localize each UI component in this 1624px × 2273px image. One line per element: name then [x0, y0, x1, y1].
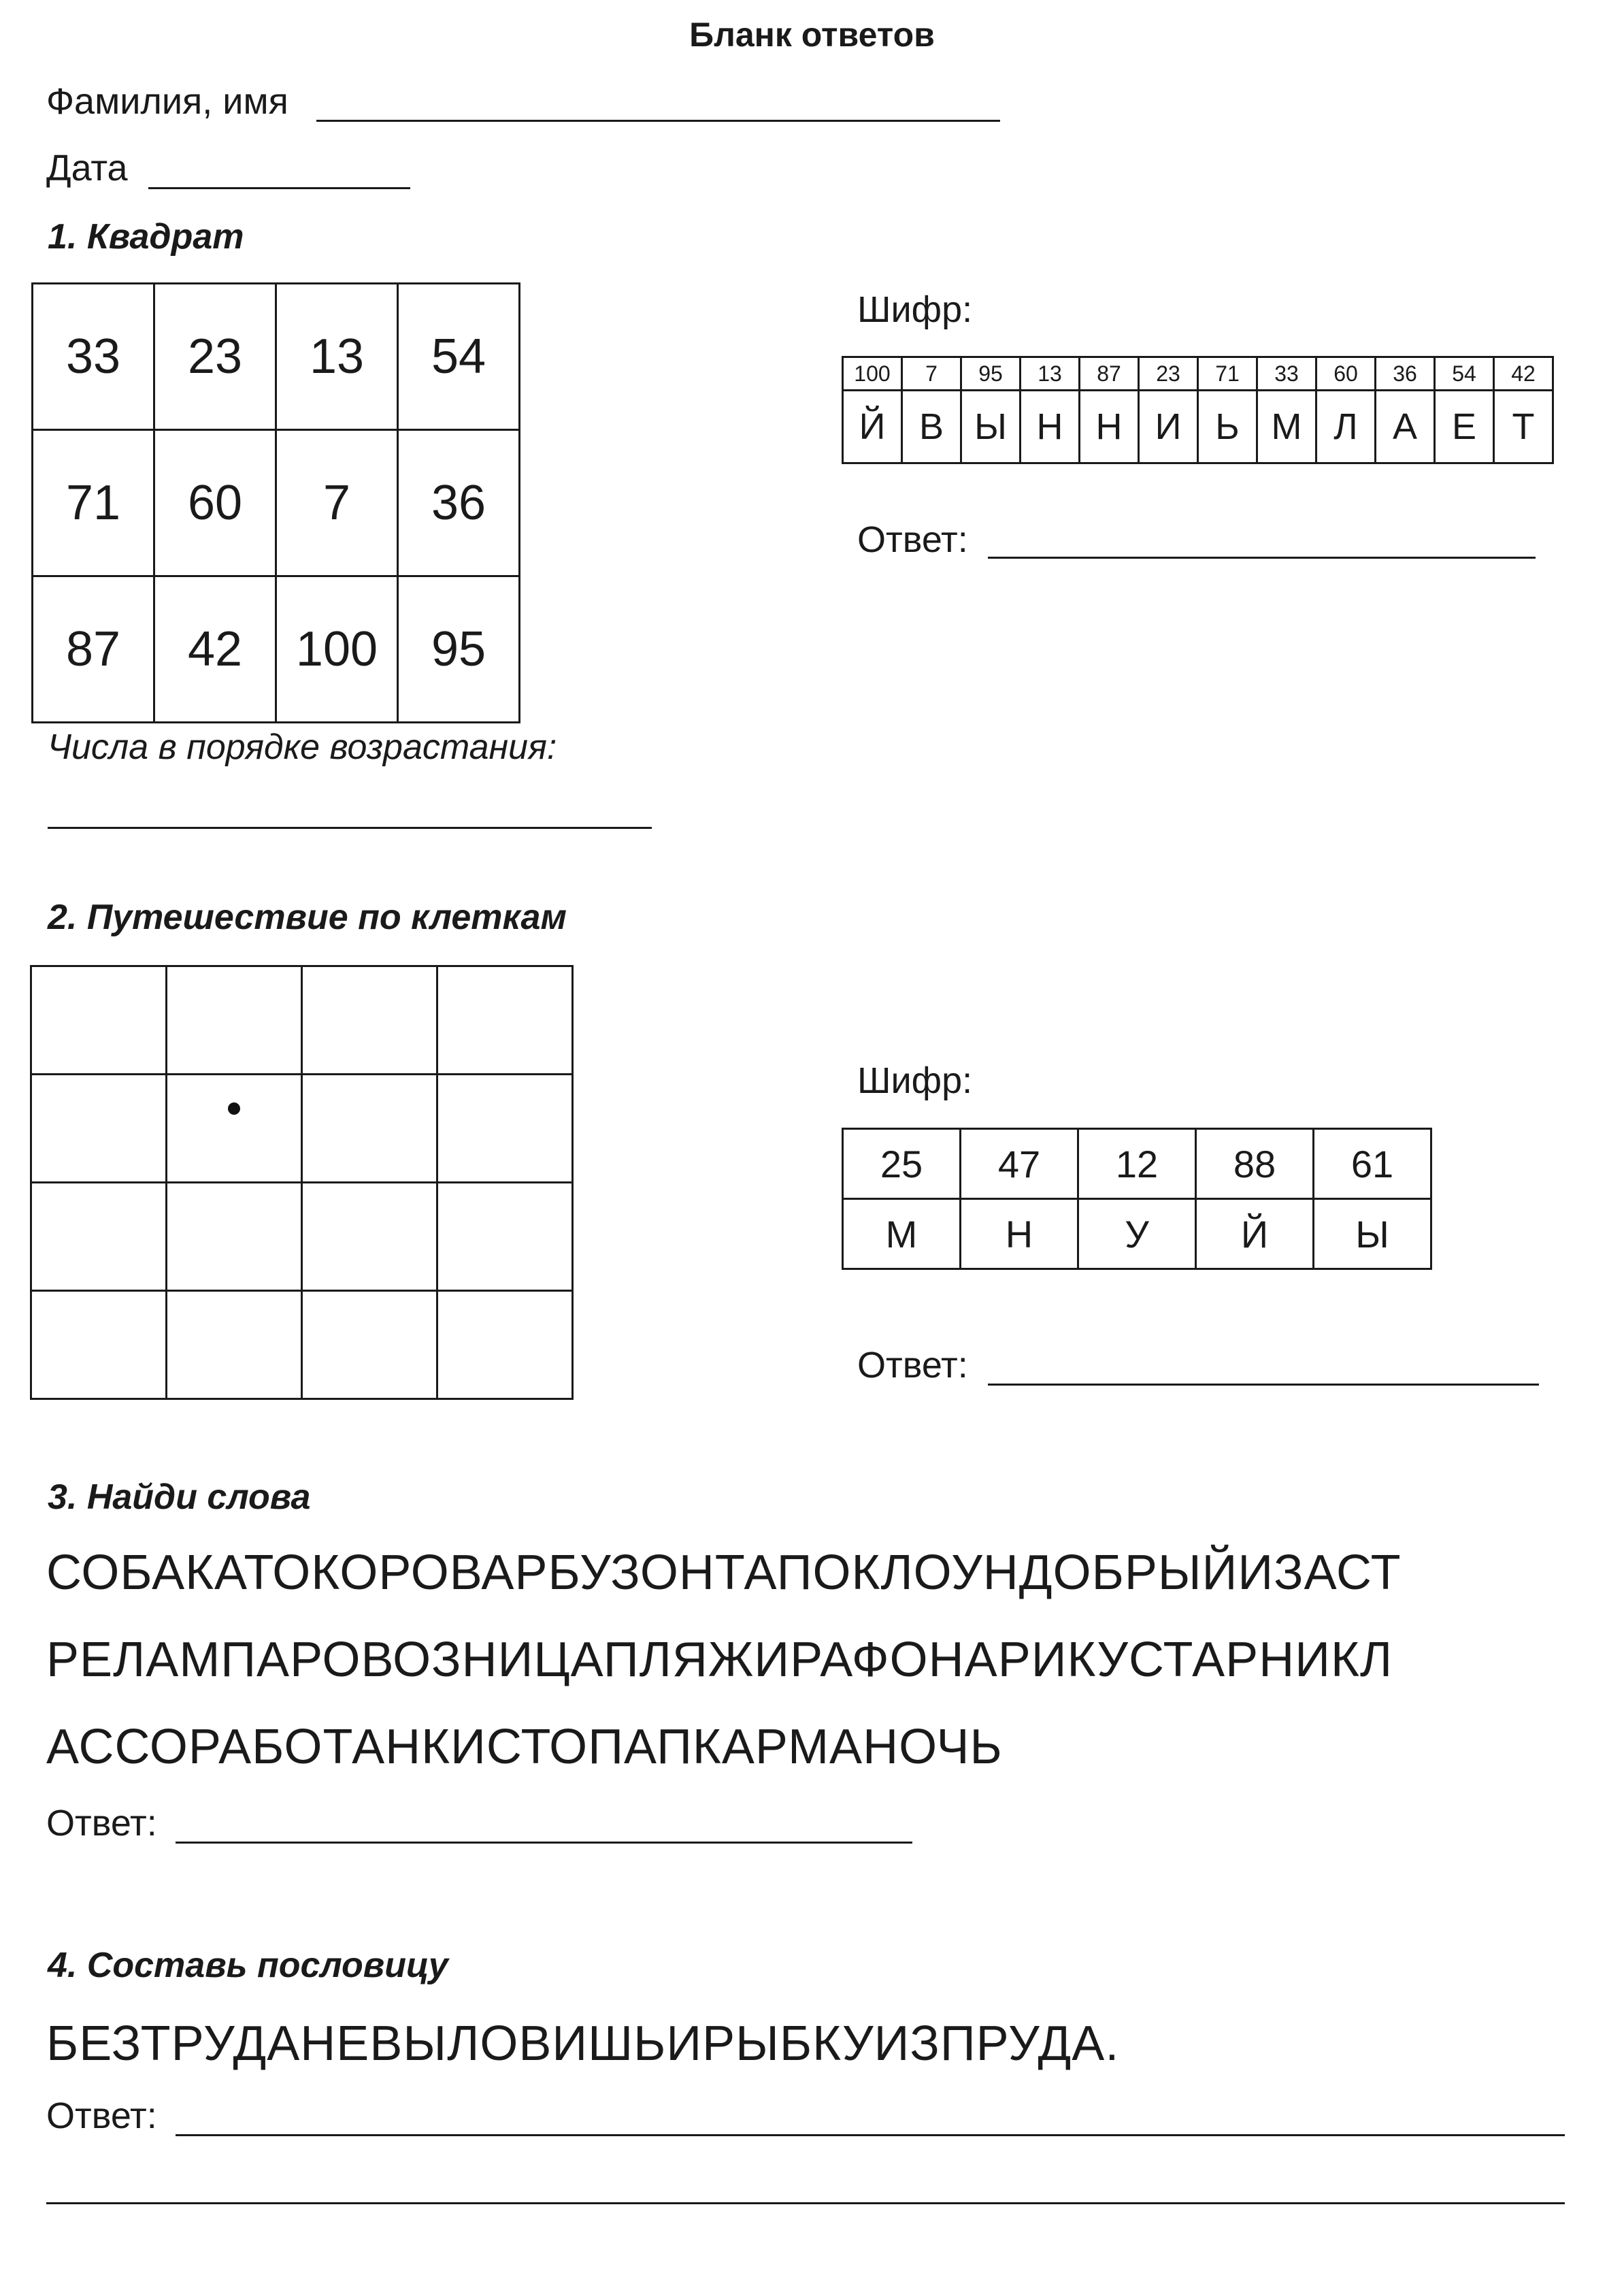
cipher1-number: 95	[961, 357, 1021, 391]
letters-line-1: СОБАКАТОКОРОВАРБУЗОНТАПОКЛОУНДОБРЫЙИЗАСТ	[46, 1546, 1402, 1600]
cipher2-letter: Ы	[1314, 1199, 1431, 1269]
cipher1-letter: А	[1376, 391, 1435, 463]
date-label: Дата	[46, 148, 128, 189]
cipher1-number: 42	[1494, 357, 1553, 391]
task2-heading: 2. Путешествие по клеткам	[48, 898, 567, 937]
square-cell: 95	[398, 576, 520, 723]
square-cell: 7	[276, 430, 398, 576]
letters-line-2: РЕЛАМПАРОВОЗНИЦАПЛЯЖИРАФОНАРИКУСТАРНИКЛ	[46, 1633, 1393, 1687]
square-cell: 33	[33, 284, 154, 430]
grid-cell	[302, 1291, 437, 1399]
cipher1-number: 23	[1139, 357, 1198, 391]
cipher2-label: Шифр:	[857, 1060, 973, 1101]
grid-cell	[167, 1075, 302, 1183]
square-cell: 54	[398, 284, 520, 430]
task2-answer-label: Ответ:	[857, 1345, 968, 1386]
task3-heading: 3. Найди слова	[48, 1477, 311, 1517]
grid-cell	[302, 966, 437, 1075]
cipher2-letter: Й	[1196, 1199, 1314, 1269]
letters-line-3: АССОРАБОТАНКИСТОПАПКАРМАНОЧЬ	[46, 1720, 1003, 1774]
square-cell: 23	[154, 284, 276, 430]
grid-cell	[31, 1291, 167, 1399]
cipher2-letter: Н	[961, 1199, 1078, 1269]
cipher1-letter: Т	[1494, 391, 1553, 463]
square-cell: 87	[33, 576, 154, 723]
grid-cell	[302, 1075, 437, 1183]
square-cell: 42	[154, 576, 276, 723]
grid-cell	[302, 1183, 437, 1291]
date-field[interactable]	[148, 187, 410, 189]
ascending-label: Числа в порядке возрастания:	[48, 727, 557, 767]
cipher1-table	[842, 356, 1554, 464]
square-cell: 100	[276, 576, 398, 723]
task4-answer-field-2[interactable]	[46, 2202, 1565, 2204]
grid-cell	[167, 966, 302, 1075]
grid-cell	[31, 1075, 167, 1183]
cipher2-letter: М	[843, 1199, 961, 1269]
task1-heading: 1. Квадрат	[48, 217, 244, 257]
cipher1-letter: Л	[1316, 391, 1376, 463]
task3-answer-label: Ответ:	[46, 1803, 157, 1844]
cipher1-letter: Ь	[1198, 391, 1257, 463]
task3-answer-field[interactable]	[176, 1842, 912, 1844]
cipher2-number: 25	[843, 1129, 961, 1199]
grid-cell	[31, 966, 167, 1075]
ascending-answer-field[interactable]	[48, 827, 652, 829]
cipher1-letter: Н	[1021, 391, 1080, 463]
task2-answer-field[interactable]	[988, 1384, 1539, 1386]
cipher1-number: 7	[902, 357, 961, 391]
name-field[interactable]	[316, 120, 1000, 122]
cipher2-number: 61	[1314, 1129, 1431, 1199]
task4-answer-field[interactable]	[176, 2134, 1565, 2136]
number-square	[31, 282, 520, 723]
cipher1-number: 71	[1198, 357, 1257, 391]
cipher1-number: 60	[1316, 357, 1376, 391]
grid-cell	[437, 966, 573, 1075]
name-label: Фамилия, имя	[46, 81, 288, 122]
task1-answer-field[interactable]	[988, 557, 1536, 559]
cipher1-letter: В	[902, 391, 961, 463]
square-cell: 60	[154, 430, 276, 576]
cipher1-number: 33	[1257, 357, 1316, 391]
cipher1-letter: Е	[1435, 391, 1494, 463]
cipher1-letter: Й	[843, 391, 902, 463]
cipher2-number: 88	[1196, 1129, 1314, 1199]
task1-answer-label: Ответ:	[857, 519, 968, 560]
square-cell: 71	[33, 430, 154, 576]
cipher1-letter: Н	[1080, 391, 1139, 463]
cipher1-letter: М	[1257, 391, 1316, 463]
cipher1-letter: И	[1139, 391, 1198, 463]
cipher2-number: 12	[1078, 1129, 1196, 1199]
grid-cell	[437, 1291, 573, 1399]
cipher2-number: 47	[961, 1129, 1078, 1199]
grid-cell	[437, 1183, 573, 1291]
proverb-letters: БЕЗТРУДАНЕВЫЛОВИШЬИРЫБКУИЗПРУДА.	[46, 2016, 1120, 2071]
task4-answer-label: Ответ:	[46, 2095, 157, 2136]
cipher1-letter: Ы	[961, 391, 1021, 463]
cipher2-table	[842, 1128, 1432, 1270]
cipher1-number: 54	[1435, 357, 1494, 391]
grid-cell	[167, 1291, 302, 1399]
square-cell: 36	[398, 430, 520, 576]
page-title: Бланк ответов	[689, 16, 935, 54]
square-cell: 13	[276, 284, 398, 430]
cipher1-number: 100	[843, 357, 902, 391]
grid-cell	[31, 1183, 167, 1291]
grid-cell	[437, 1075, 573, 1183]
cipher1-label: Шифр:	[857, 289, 973, 330]
grid-cell	[167, 1183, 302, 1291]
cipher1-number: 87	[1080, 357, 1139, 391]
cipher2-letter: У	[1078, 1199, 1196, 1269]
cipher1-number: 36	[1376, 357, 1435, 391]
travel-grid	[30, 965, 574, 1400]
start-point-dot	[228, 1102, 240, 1115]
task4-heading: 4. Составь пословицу	[48, 1946, 448, 1985]
cipher1-number: 13	[1021, 357, 1080, 391]
